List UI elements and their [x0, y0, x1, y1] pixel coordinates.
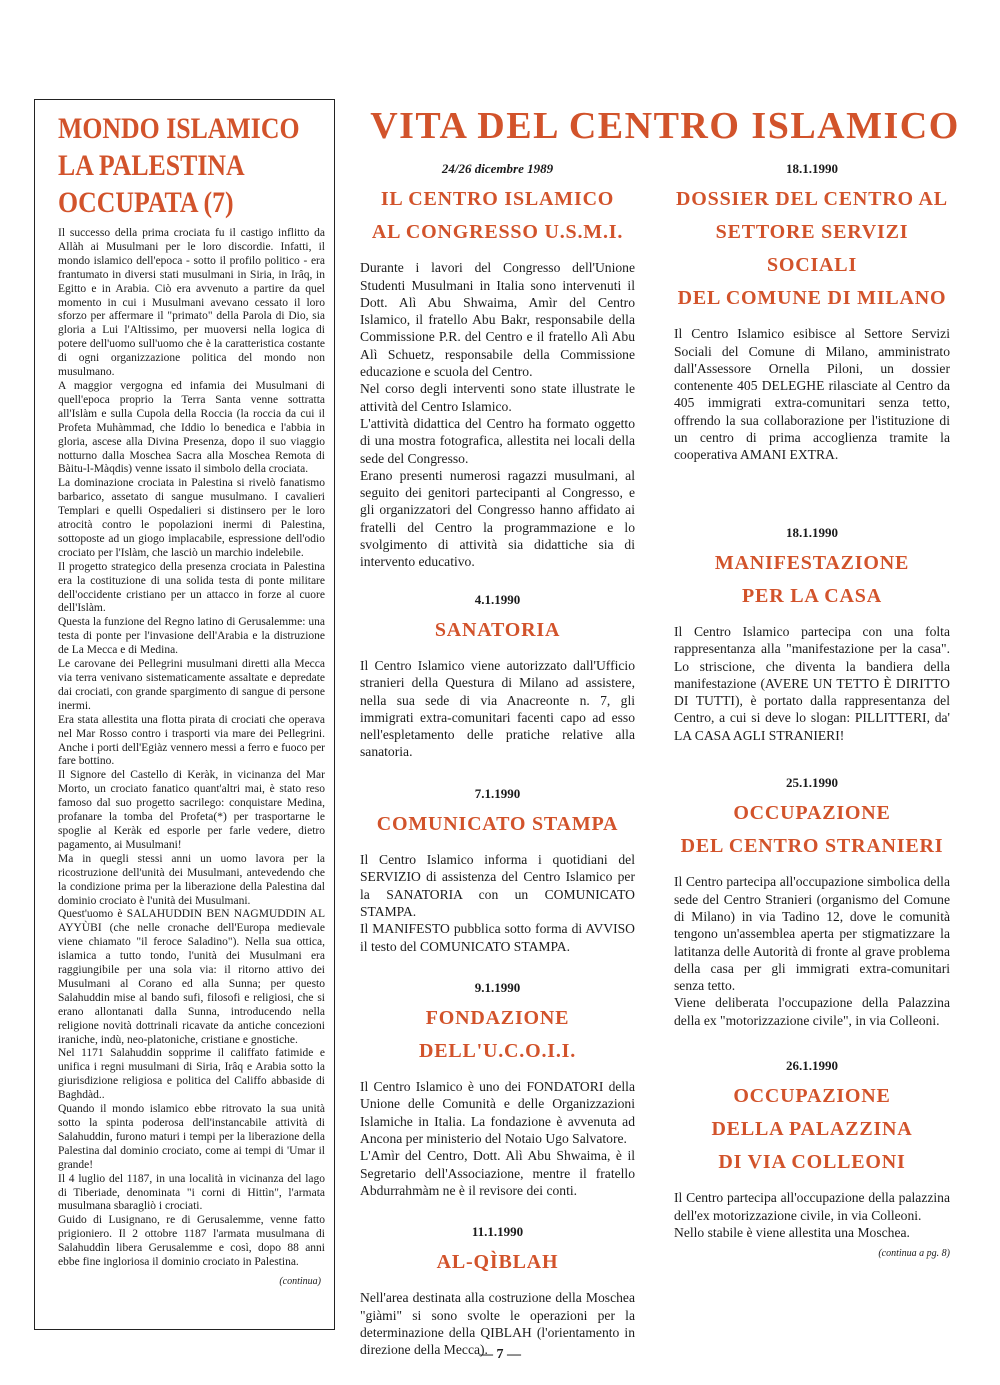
continua-note: (continua a pg. 8) — [878, 1248, 950, 1260]
sidebar-paragraph: Era stata allestita una flotta pirata di crociati che operava nel Mar Rosso contro i trasporti via mare dei Pellegrini. Anche i porti dell'Egiàz vennero messi a ferro e fuoco per fare bottino. — [58, 713, 325, 768]
article-date: 18.1.1990 — [786, 161, 838, 176]
sidebar-paragraph: Nel 1171 Salahuddin sopprime il califfato fatimide e unifica i regni musulmani di Siria, Irâq e Arabia sotto la giurisdizione religiosa e politica del Califfo abbaside di Baghdàd.. — [58, 1047, 325, 1102]
article-fondazione-ucoii — [360, 979, 635, 1199]
headline-line: DELLA PALAZZINA — [711, 1118, 913, 1141]
article-date: 9.1.1990 — [474, 979, 521, 995]
headline-line: DOSSIER DEL CENTRO AL — [676, 188, 948, 211]
article-body — [674, 873, 950, 1029]
article-sanatoria — [360, 591, 635, 761]
article-paragraph: Il Centro Islamico viene autorizzato dall'Ufficio stranieri della Questura di Milano ad assistere, nella sua sede di via Anacreonte n. 7, gli immigrati extra-comunitari facenti capo ad esso nell'espletamento delle pratiche relative alla sanatoria. — [360, 657, 635, 760]
article-manifestazione-casa — [674, 524, 950, 744]
middle-column — [360, 160, 635, 1359]
headline-line: MANIFESTAZIONE — [714, 551, 910, 574]
article-headline — [674, 183, 950, 315]
article-paragraph: Nell'area destinata alla costruzione della Moschea "giàmi" si sono svolte le operazioni per la determinazione della QIBLAH (l'orientamento in direzione della Mecca). — [360, 1290, 635, 1358]
article-paragraph: Viene deliberata l'occupazione della Palazzina della ex "motorizzazione civile", in via Colleoni. — [674, 995, 950, 1028]
article-date: 7.1.1990 — [474, 785, 521, 801]
headline-line: AL-QÌBLAH — [436, 1251, 559, 1274]
right-column — [674, 160, 950, 1263]
page-title: VITA DEL CENTRO ISLAMICO — [370, 105, 960, 147]
article-body — [360, 657, 635, 761]
sidebar-title-line: LA PALESTINA — [58, 149, 245, 182]
headline-line: SETTORE SERVIZI SOCIALI — [715, 221, 909, 277]
article-al-qiblah — [360, 1223, 635, 1358]
article-occupazione-palazzina — [674, 1057, 950, 1262]
article-body — [360, 259, 635, 570]
article-date: 26.1.1990 — [786, 1058, 838, 1074]
article-headline — [360, 183, 635, 249]
headline-line: DI VIA COLLEONI — [718, 1151, 906, 1174]
headline-line: DEL COMUNE DI MILANO — [677, 287, 947, 310]
article-dossier-servizi-sociali — [674, 160, 950, 464]
sidebar-body — [58, 227, 325, 1270]
article-headline — [360, 614, 635, 647]
article-paragraph: L'attività didattica del Centro ha formato oggetto di una mostra fotografica, allestita nei locali della sede del Congresso. — [360, 415, 635, 466]
headline-line: PER LA CASA — [742, 584, 882, 607]
headline-line: IL CENTRO ISLAMICO — [380, 188, 615, 211]
article-date: 25.1.1990 — [786, 775, 838, 791]
article-comunicato-stampa — [360, 785, 635, 955]
article-date: 4.1.1990 — [474, 591, 521, 607]
article-paragraph: Nel corso degli interventi sono state illustrate le attività del Centro Islamico. — [360, 381, 635, 414]
article-body — [674, 325, 950, 463]
page-number: — 7 — — [479, 1347, 521, 1362]
article-paragraph: Il Centro partecipa all'occupazione simbolica della sede del Centro Stranieri (organismo del Comune di Milano) in via Tadino 12, dove le comunità tengono un'assemblea aperta per stigmatizzare la latitanza delle Autorità di fronte al grave problema della casa per gli immigrati extra-comunitari senza tetto. — [674, 874, 950, 994]
headline-line: COMUNICATO STAMPA — [376, 813, 619, 836]
sidebar-paragraph: Questa la funzione del Regno latino di Gerusalemme: una testa di ponte per l'invasione dell'Arabia e la distruzione de La Mecca e di Medina. — [58, 616, 325, 657]
article-paragraph: Il Centro Islamico esibisce al Settore Servizi Sociali del Comune di Milano, amministrato dall'Assessore Ornella Piloni, un dossier contenente 405 DELEGHE rilasciate al Centro da 405 immigrati extra-comunitari senza tetto, offrendo la sua collaborazione per l'istituzione di un centro di prima accoglienza tramite la cooperativa AMANI EXTRA. — [674, 326, 950, 463]
headline-line: FONDAZIONE — [425, 1007, 570, 1030]
article-body — [360, 1078, 635, 1199]
article-paragraph: Il Centro partecipa all'occupazione della palazzina dell'ex motorizzazione civile, in via Colleoni. — [674, 1190, 950, 1223]
article-occupazione-centro-stranieri — [674, 774, 950, 1029]
sidebar-title — [58, 110, 300, 221]
article-headline — [360, 1002, 635, 1068]
sidebar-box — [34, 99, 335, 1330]
sidebar-title-line: MONDO ISLAMICO — [58, 112, 300, 145]
article-usmi-congress — [360, 160, 635, 571]
article-date: 18.1.1990 — [786, 524, 838, 540]
article-body — [674, 623, 950, 744]
article-headline — [674, 547, 950, 613]
article-date: 24/26 dicembre 1989 — [441, 161, 554, 176]
article-paragraph: Durante i lavori del Congresso dell'Unione Studenti Musulmani in Italia sono intervenuti il Dott. Alì Abu Shwaima, Amìr del Centro Islamico, il fratello Abu Bakr, responsabile della Commissione P.R. del Centro e il fratello Alì Abu Alì Schuetz, responsabile della Commissione educazione e scuola del Centro. — [360, 260, 635, 380]
article-headline — [360, 1246, 635, 1279]
sidebar-paragraph: Il 4 luglio del 1187, in una località in vicinanza del lago di Tiberiade, denominata "i corni di Hittìn", l'armata musulmana sbaragliò i crociati. — [58, 1172, 325, 1213]
sidebar-paragraph: Ma in quegli stessi anni un uomo lavora per la ricostruzione dell'unità dei Musulmani, antevedendo che la condizione prima per la liberazione della Palestina dal dominio crociato è l'unità dei Musulmani. — [58, 852, 325, 907]
sidebar-paragraph: Le carovane dei Pellegrini musulmani diretti alla Mecca via terra venivano sistematicamente assaltate e depredate dai crociati, con grande spargimento di sangue di persone inermi. — [58, 658, 325, 712]
article-paragraph: Nello stabile è viene allestita una Moschea. — [674, 1224, 910, 1240]
article-headline — [674, 1080, 950, 1179]
sidebar-paragraph: Il Signore del Castello di Keràk, in vicinanza del Mar Morto, un crociato fanatico quant'altri mai, è stato reso famoso dal suo progetto sacrilego: conquistare Medina, profanare la tomba del Profeta(*) per trasportarne le spoglie al Keràk ed esporle per farle vedere, dietro pagamento, ai Musulmani! — [58, 769, 325, 851]
headline-line: DELL'U.C.O.I.I. — [418, 1040, 577, 1063]
headline-line: OCCUPAZIONE — [733, 1085, 891, 1108]
article-date: 11.1.1990 — [471, 1224, 524, 1240]
sidebar-title-line: OCCUPATA (7) — [58, 186, 234, 219]
sidebar-paragraph: Il progetto strategico della presenza crociata in Palestina era la costituzione di una solida testa di ponte militare dell'occidente cristiano per un attacco in forze al cuore dell'Islàm. — [58, 560, 325, 615]
sidebar-paragraph: A maggior vergogna ed infamia dei Musulmani di quell'epoca proprio la Terra Santa venne sottratta all'Islàm e sulla Cupola della Roccia (la roccia da cui il Profeta Muhàmmad, che Iddio lo benedica e l'abbia in gloria, ascese alla Divina Presenza, dopo il suo viaggio notturno dalla Moschea Sacra alla Moschea Remota di Bàitu-l-Màqdis) venne issato il simbolo della crociata. — [58, 379, 325, 476]
article-body — [674, 1189, 950, 1241]
article-paragraph: Il Centro Islamico è uno dei FONDATORI della Unione delle Comunità e delle Organizzazioni Islamiche in Italia. La fondazione è avvenuta ad Ancona per ministerio del Notaio Ugo Salvatore. — [360, 1079, 635, 1146]
article-paragraph: L'Amìr del Centro, Dott. Alì Abu Shwaima, è il Segretario dell'Associazione, mentre il fratello Abdurrahmàm ne è il revisore dei conti. — [360, 1148, 635, 1198]
article-paragraph: Il Centro Islamico partecipa con una folta rappresentanza alla "manifestazione per la casa". Lo striscione, che diventa la bandiera della manifestazione (AVERE UN TETTO È DIRITTO DI TUTTI), è portato dalla rappresentanza del Centro, a cui si deve lo slogan: PILLITTERI, da' LA CASA AGLI STRANIERI! — [674, 623, 950, 743]
article-paragraph: Il MANIFESTO pubblica sotto forma di AVVISO il testo del COMUNICATO STAMPA. — [360, 921, 635, 954]
article-headline — [674, 797, 950, 863]
headline-line: AL CONGRESSO U.S.M.I. — [371, 221, 624, 244]
sidebar-paragraph: La dominazione crociata in Palestina si rivelò fanatismo barbarico, assetato di sangue musulmano. I cavalieri Templari e quelli Ospedalieri si distinsero per le loro atrocità contro le popolazioni inermi di Palestina, sottoposte ad un giogo implacabile, espressione dell'odio crociato per l'Islàm, che lasciò un marchio indelebile. — [58, 477, 325, 559]
headline-line: OCCUPAZIONE — [733, 802, 891, 825]
sidebar-paragraph: Quando il mondo islamico ebbe ritrovato la sua unità sotto la spinta poderosa dell'instancabile attività di Salahuddin, furono maturi i tempi per la liberazione della Palestina dal dominio crociato, come ai tempi di 'Umar il grande! — [58, 1103, 325, 1171]
article-headline — [360, 808, 635, 841]
article-body — [360, 851, 635, 955]
headline-line: DEL CENTRO STRANIERI — [680, 835, 944, 858]
sidebar-paragraph: Il successo della prima crociata fu il castigo inflitto da Allàh ai Musulmani per le loro discordie. Infatti, il mondo islamico dell'epoca - sotto il profilo politico - era frantumato in diversi stati musulmani in Siria, in Irâq, in Egitto e in Arabia. Ciò era avvenuto a partire da quel momento in cui i Musulmani avevano cessato il loro sforzo per affermare il "primato" della Parola di Dio, sia gloria a Lui l'Altissimo, per muoversi nella logica di potere dell'uomo sull'uomo che è la caratteristica costante di ogni organizzazione politica del mondo non musulmano. — [58, 227, 325, 379]
headline-line: SANATORIA — [434, 618, 561, 641]
sidebar-paragraph: Guido di Lusignano, re di Gerusalemme, venne fatto prigioniero. Il 2 ottobre 1187 l'armata musulmana di Salahuddìn libera Gerusalemme e così, dopo 88 anni ebbe fine ingloriosa il dominio crociato in Palestina. — [58, 1214, 325, 1269]
article-paragraph: Erano presenti numerosi ragazzi musulmani, al seguito dei genitori partecipanti al Congresso, e gli organizzatori del Congresso hanno affidato ai fratelli del Centro la programmazione e lo svolgimento di attività sia didattiche sia di intervento educativo. — [360, 467, 635, 570]
article-paragraph: Il Centro Islamico informa i quotidiani del SERVIZIO di assistenza del Centro Islamico per la SANATORIA con un COMUNICATO STAMPA. — [360, 852, 635, 919]
sidebar-paragraph: Quest'uomo è SALAHUDDIN BEN NAGMUDDIN AL AYYÙBI (che nelle cronache dell'Europa medievale viene chiamato "il feroce Saladino"). Nella sua ottica, islamica a tutto tondo, l'unità dei Musulmani era raggiungibile per una sola via: il ritorno attivo dei Musulmani al Corano ed alla Sunna; per questo Salahuddin mise al bando sufi, filosofi e religiosi, che si erano allontanati dalla Sunna, introducendo nella religione novità dottrinali ricavate da antiche concezioni iraniche, indù, neo-platoniche, cristiane e gnostiche. — [58, 908, 325, 1046]
sidebar-continua-note: (continua) — [279, 1275, 321, 1287]
